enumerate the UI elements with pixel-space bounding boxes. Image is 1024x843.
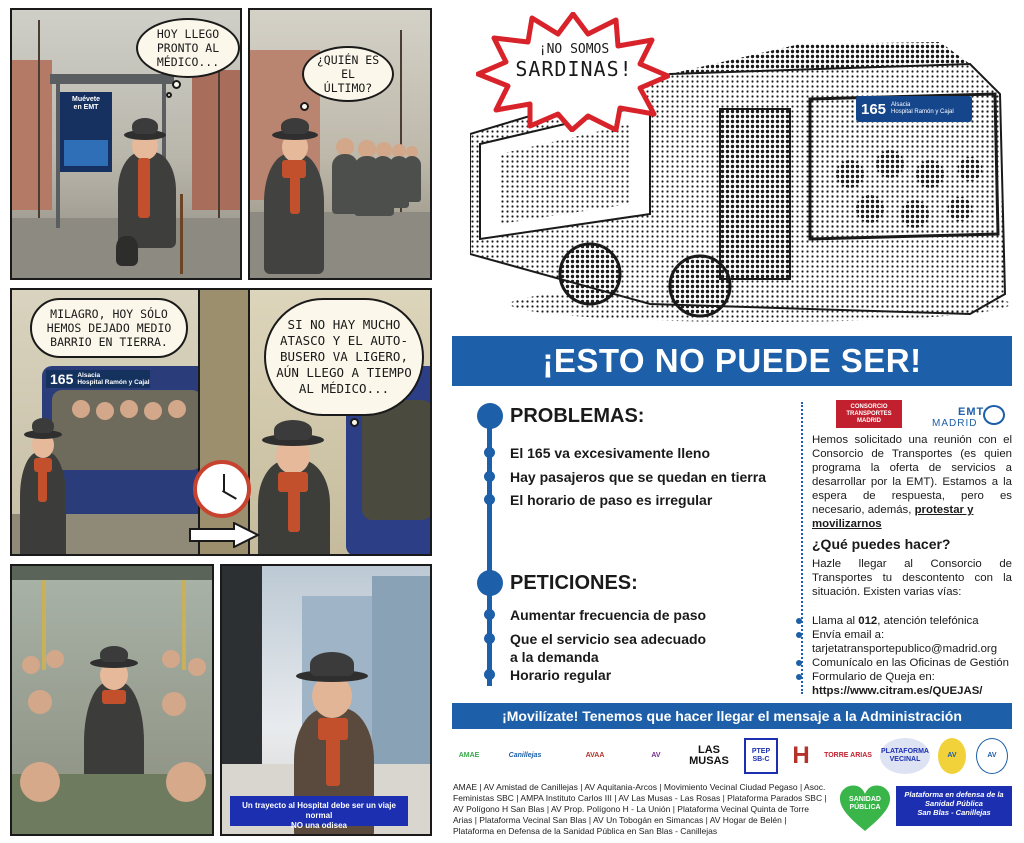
comic-panel-1 [10, 8, 242, 280]
speech-bubble: MILAGRO, HOY SÓLO HEMOS DEJADO MEDIO BARRIO EN TIERRA. [30, 298, 188, 358]
avaa-logo: AVAA [585, 752, 605, 759]
building [192, 70, 242, 210]
organizations-logos-row [452, 738, 1012, 778]
comic-panel-5 [10, 564, 214, 836]
emt-madrid-logo: EMT MADRID [932, 406, 985, 429]
timeline-big-dot [477, 570, 503, 596]
panel-caption: Un trayecto al Hospital debe ser un viaje normal NO una odisea [230, 796, 408, 826]
canillejas-logo: Canillejas [508, 752, 542, 759]
what-can-you-do-heading: ¿Qué puedes hacer? [812, 536, 951, 552]
old-man [256, 118, 336, 278]
av-logo: AV [651, 752, 661, 759]
consorcio-transportes-logo: CONSORCIO TRANSPORTES MADRID [836, 400, 902, 428]
emt-ad-poster [60, 92, 112, 172]
ad-text: Muévete en EMT [71, 96, 100, 111]
associations-list: AMAE | AV Amistad de Canillejas | AV Aquitania-Arcos | Movimiento Vecinal Ciudad Pegaso | Asoc. Feministas SBC | AMPA Instituto Carlos III | AV Las Musas - Las Rosas | Plataforma Parados SBC | AV Polígono H San Blas | AV Prop. Polígono H - La Unión | Plataforma Vecinal Quinta de Torre Arias | Plataforma Vecinal San Blas | AV Un Tobogán en Simancas | AV Hogar de Belén | Plataforma en Defensa de la Sanidad Pública en San Blas - Canillejas [453, 782, 827, 836]
problemas-heading: PROBLEMAS: [510, 405, 645, 427]
old-man [108, 118, 198, 278]
tree [38, 20, 40, 220]
ptep-logo: PTEP SB-C [744, 738, 778, 774]
peticion-item: a la demanda [510, 649, 599, 665]
comic-panel-3 [10, 288, 200, 556]
comic-panel-2 [248, 8, 432, 280]
problema-item: El horario de paso es irregular [510, 492, 713, 508]
problema-item: Hay pasajeros que se quedan en tierra [510, 469, 766, 485]
peticion-item: Aumentar frecuencia de paso [510, 607, 707, 623]
plataforma-vecinal-logo: PLATAFORMA VECINAL [880, 738, 930, 774]
clock-icon [193, 460, 251, 518]
plataforma-sanidad-box: Plataforma en defensa de la Sanidad Pública San Blas - Canillejas [896, 786, 1012, 826]
tobogan-logo: AV [938, 738, 966, 774]
instructions-paragraph: Hazle llegar al Consorcio de Transportes tu descontento con la situación. Existen varias vías: [812, 558, 1012, 598]
mobilize-banner: ¡Movilízate! Tenemos que hacer llegar el mensaje a la Administración [452, 703, 1012, 729]
poligono-h-logo: H [792, 742, 810, 769]
column-divider [801, 402, 803, 694]
bus-route-sign: 165 Alsacia Hospital Ramón y Cajal [46, 370, 150, 388]
email-address-link[interactable]: tarjetatransportepublico@madrid.org [812, 643, 998, 655]
timeline-big-dot [477, 403, 503, 429]
arrow-right-icon [188, 522, 260, 548]
speech-bubble: ¿QUIÉN ES EL ÚLTIMO? [302, 46, 394, 102]
emt-arrows-icon [983, 405, 1005, 425]
way-offices: Comunícalo en las Oficinas de Gestión [812, 657, 1009, 669]
speech-bubble: HOY LLEGO PRONTO AL MÉDICO... [136, 18, 240, 78]
request-paragraph: Hemos solicitado una reunión con el Consorcio de Transportes (es quien programa la oferta de servicios a desarrollar por la EMT). Estamos a la espera de respuesta, pero es necesario, además, protestar y movilizarnos [812, 434, 1012, 530]
problema-item: El 165 va excesivamente lleno [510, 445, 711, 461]
old-man [252, 420, 344, 556]
way-phone: Llama al 012, atención telefónica [812, 615, 979, 627]
speech-bubble: SI NO HAY MUCHO ATASCO Y EL AUTO- BUSERO VA LIGERO, AÚN LLEGO A TIEMPO AL MÉDICO... [264, 298, 424, 416]
building [12, 60, 52, 210]
torre-arias-logo: TORRE ARIAS [824, 752, 872, 759]
peticiones-heading: PETICIONES: [510, 572, 638, 594]
peticion-item: Que el servicio sea adecuado [510, 631, 707, 647]
way-email: Envía email a: [812, 629, 885, 641]
old-man [16, 418, 76, 556]
quejas-url-link[interactable]: https://www.citram.es/QUEJAS/ [812, 685, 983, 697]
main-banner: ¡ESTO NO PUEDE SER! [452, 336, 1012, 386]
starburst-text: ¡NO SOMOS SARDINAS! [515, 42, 633, 81]
hogar-belen-logo: AV [976, 738, 1008, 774]
las-musas-logo: LAS MUSAS [689, 744, 729, 767]
hero-bus-route-sign: 165 Alsacia Hospital Ramón y Cajal [856, 96, 972, 122]
peticion-item: Horario regular [510, 667, 612, 683]
sanidad-publica-text: SANIDAD PÚBLICA [849, 796, 881, 811]
comic-panel-4 [248, 288, 432, 556]
way-form: Formulario de Queja en: [812, 671, 935, 683]
amae-logo: AMAE [458, 752, 480, 759]
